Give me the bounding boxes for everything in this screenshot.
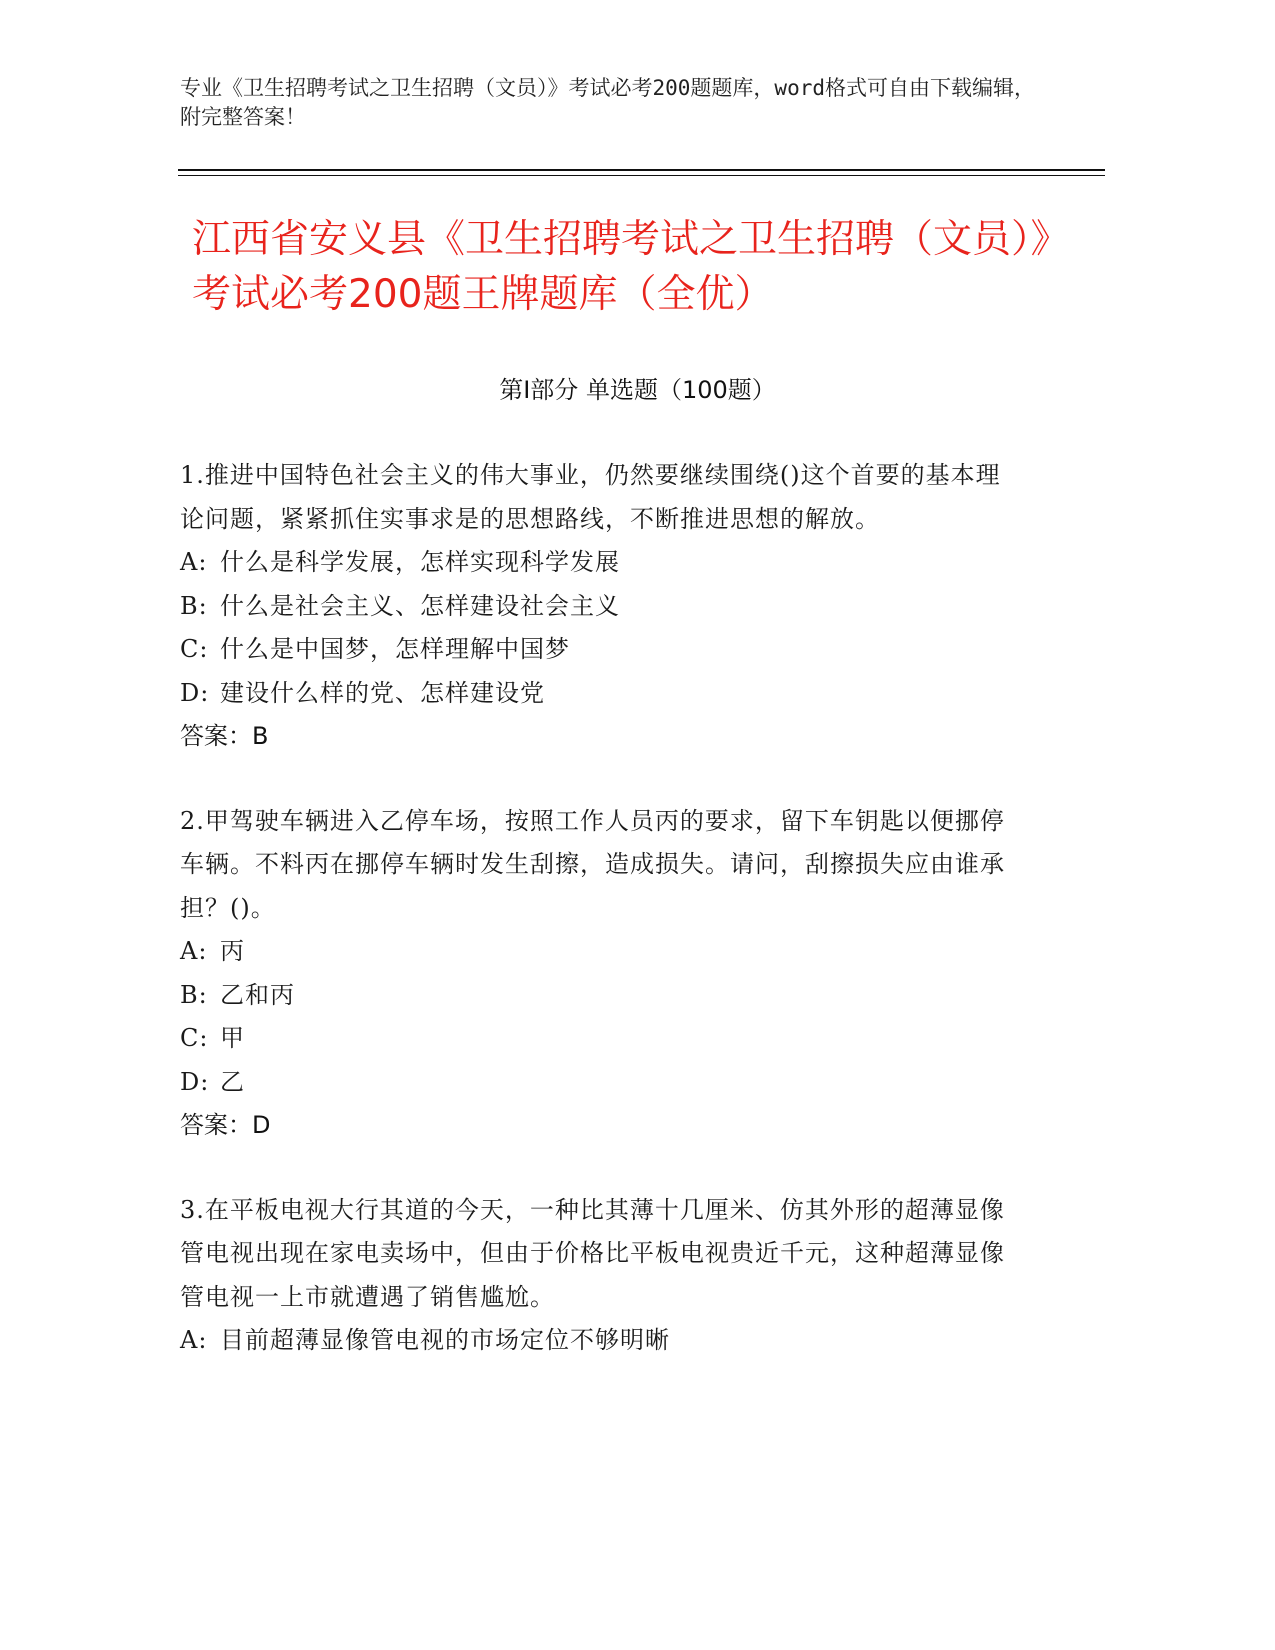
- question-item: [180, 800, 1025, 1148]
- option-letter: A:: [180, 548, 208, 576]
- option-letter: A:: [180, 1326, 208, 1354]
- question-item: [180, 1189, 1025, 1363]
- question-list: [180, 454, 1025, 1404]
- header-divider-thin: [178, 175, 1105, 176]
- option-text: 什么是科学发展，怎样实现科学发展: [220, 548, 620, 576]
- option-letter: C:: [180, 635, 209, 663]
- option-b: [180, 585, 1025, 629]
- option-a: [180, 1319, 1025, 1363]
- document-title: 江西省安义县《卫生招聘考试之卫生招聘（文员）》考试必考200题王牌题库（全优）: [192, 217, 1070, 317]
- answer-line: 答案：D: [180, 1111, 271, 1139]
- option-d: [180, 672, 1025, 716]
- option-text: 乙: [220, 1067, 245, 1096]
- option-letter: A:: [180, 937, 208, 965]
- question-stem: 1.推进中国特色社会主义的伟大事业，仍然要继续围绕()这个首要的基本理论问题，紧紧抓住实事求是的思想路线，不断推进思想的解放。: [180, 461, 1001, 533]
- option-b: [180, 974, 1025, 1018]
- option-a: [180, 930, 1025, 974]
- option-text: 什么是社会主义、怎样建设社会主义: [220, 591, 620, 620]
- option-a: [180, 541, 1025, 585]
- option-text: 甲: [220, 1024, 245, 1052]
- question-stem: 3.在平板电视大行其道的今天，一种比其薄十几厘米、仿其外形的超薄显像管电视出现在家电卖场中，但由于价格比平板电视贵近千元，这种超薄显像管电视一上市就遭遇了销售尴尬。: [180, 1195, 1005, 1311]
- option-text: 建设什么样的党、怎样建设党: [220, 678, 545, 707]
- option-text: 丙: [220, 937, 245, 965]
- option-d: [180, 1061, 1025, 1105]
- option-c: [180, 628, 1025, 672]
- option-text: 目前超薄显像管电视的市场定位不够明晰: [220, 1326, 670, 1354]
- option-letter: D:: [180, 678, 210, 707]
- option-text: 乙和丙: [220, 980, 295, 1009]
- section-heading: 第Ⅰ部分 单选题（100题）: [499, 376, 776, 404]
- question-item: [180, 454, 1025, 759]
- option-letter: D:: [180, 1067, 210, 1096]
- question-stem: 2.甲驾驶车辆进入乙停车场，按照工作人员丙的要求，留下车钥匙以便挪停车辆。不料丙在挪停车辆时发生刮擦，造成损失。请问，刮擦损失应由谁承担？()。: [180, 806, 1005, 922]
- option-letter: C:: [180, 1024, 209, 1052]
- option-letter: B:: [180, 591, 208, 620]
- option-text: 什么是中国梦，怎样理解中国梦: [220, 635, 570, 663]
- answer-line: 答案：B: [180, 722, 269, 750]
- header-divider-thick: [178, 169, 1105, 171]
- header-note: 专业《卫生招聘考试之卫生招聘（文员）》考试必考200题题库，word格式可自由下载编辑，附完整答案！: [180, 76, 1035, 129]
- option-c: [180, 1017, 1025, 1061]
- option-letter: B:: [180, 980, 208, 1009]
